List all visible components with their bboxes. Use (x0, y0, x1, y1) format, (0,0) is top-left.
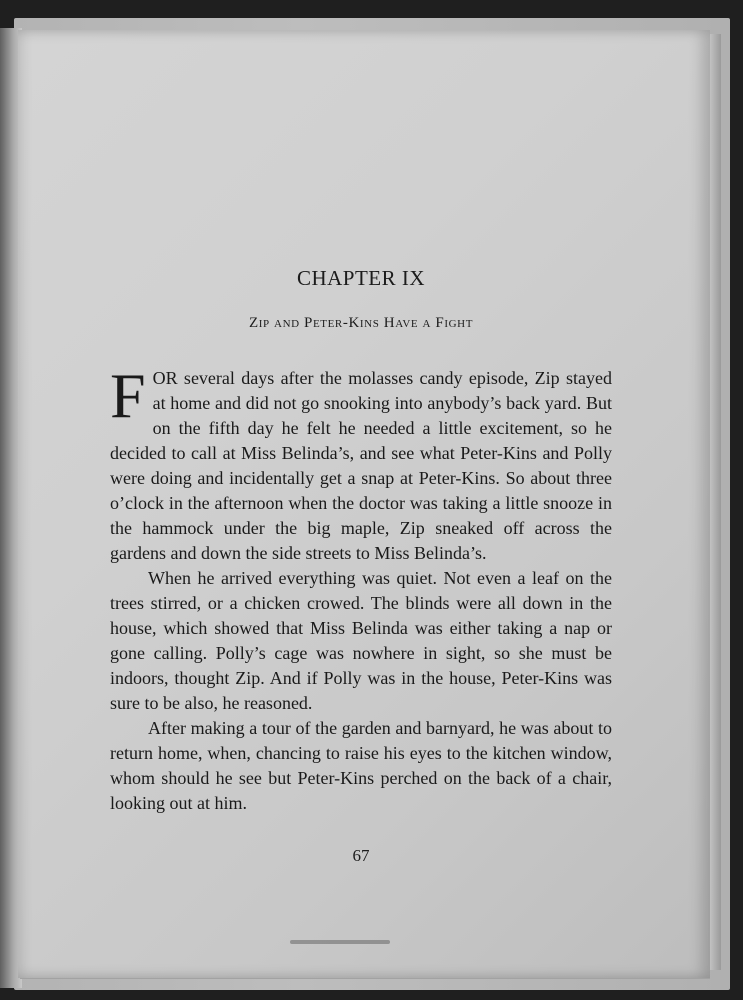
paragraph-2: When he arrived everything was quiet. Not even a leaf on the trees stirred, or a chicken crowed. The blinds were all down in the house, which showed that Miss Belinda was either taking a nap or gone calling. Polly’s cage was nowhere in sight, so she must be indoors, thought Zip. And if Polly was in the house, Peter-Kins was sure to be also, he reasoned. (110, 568, 612, 713)
paragraph-1 (110, 360, 612, 566)
chapter-body (110, 360, 612, 816)
chapter-subtitle: Zip and Peter-Kins Have a Fight (248, 315, 474, 331)
paragraph-3: After making a tour of the garden and barnyard, he was about to return home, when, chancing to raise his eyes to the kitchen window, whom should he see but Peter-Kins perched on the back of a chair, looking out at him. (110, 718, 612, 813)
page-tear-mark (290, 940, 390, 944)
chapter-title: CHAPTER IX (296, 266, 426, 290)
drop-cap: F (110, 360, 146, 431)
paragraph-1-text: OR several days after the molasses candy episode, Zip stayed at home and did not go snooking into anybody’s back yard. But on the fifth day he felt he needed a little excitement, so he decided to call at Miss Belinda’s, and see what Peter-Kins and Polly were doing and incidentally get a snap at Peter-Kins. So about three o’clock in the afternoon when the doctor was taking a little snooze in the hammock under the big maple, Zip sneaked off across the gardens and down the side streets to Miss Belinda’s. (110, 368, 612, 563)
page-number: 67 (352, 846, 370, 865)
